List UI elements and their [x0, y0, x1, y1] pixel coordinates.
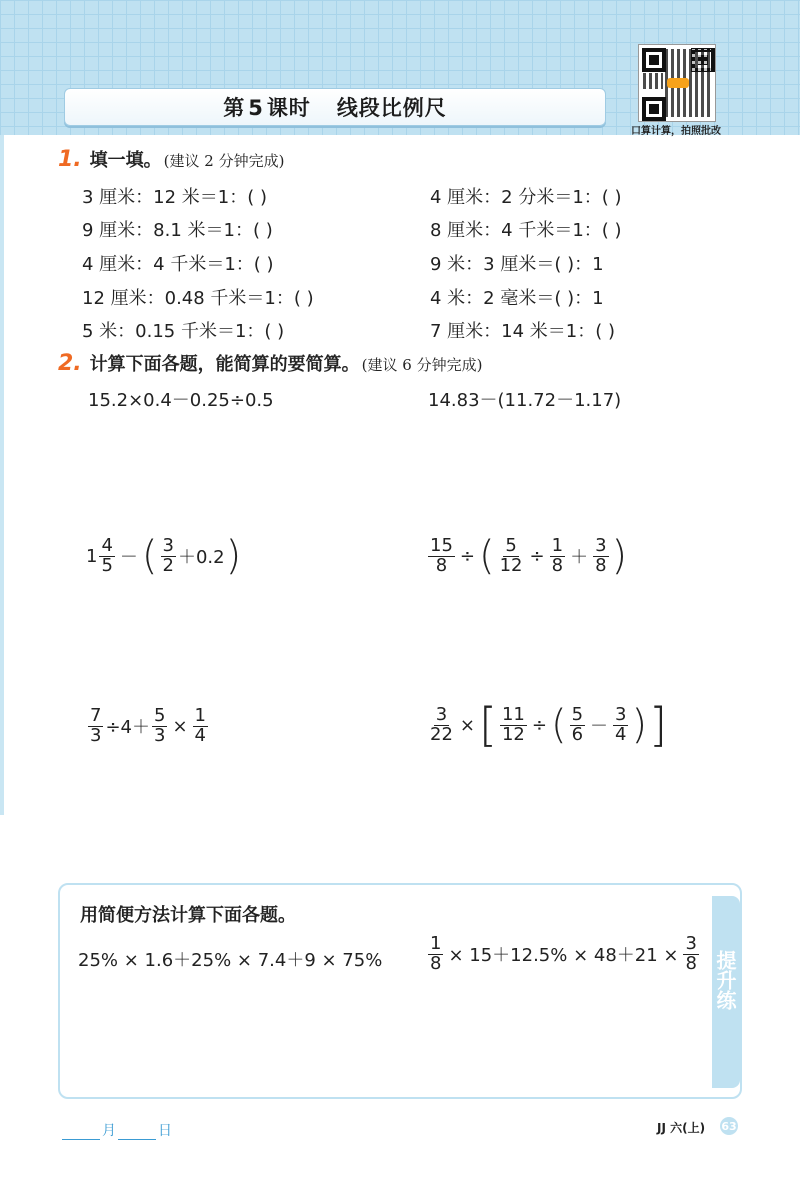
fraction — [428, 534, 455, 576]
lesson-number: 5 — [248, 96, 264, 120]
numerator: 5 — [505, 534, 517, 556]
operator: ÷ — [531, 714, 547, 736]
fill-item-1[interactable]: 3 厘米：12 米＝1：( ) — [82, 187, 268, 208]
numerator: 15 — [430, 534, 453, 556]
mixed-whole: 1 — [86, 545, 98, 567]
fraction — [193, 707, 208, 746]
numerator: 3 — [685, 933, 697, 954]
fill-item-8[interactable]: 4 米：2 毫米＝( )：1 — [430, 288, 604, 309]
fraction — [152, 707, 167, 746]
operator-mid: ÷4＋ — [105, 717, 150, 739]
fill-item-5[interactable]: 4 厘米：4 千米＝1：( ) — [82, 254, 274, 275]
numerator: 3 — [615, 703, 627, 725]
denominator: 3 — [154, 724, 166, 746]
right-paren: ) — [225, 533, 242, 579]
denominator: 8 — [685, 952, 697, 974]
extension-tab-label: 提升练 — [713, 950, 737, 1010]
fraction — [683, 935, 698, 974]
calc-expr-2: 14.83－(11.72－1.17) — [428, 390, 622, 411]
fill-item-3[interactable]: 9 厘米：8.1 米＝1：( ) — [82, 220, 273, 241]
page-edge-strip — [0, 135, 4, 815]
numerator: 1 — [194, 705, 206, 726]
numerator: 5 — [571, 703, 584, 725]
month-label: 月 — [102, 1123, 116, 1139]
lesson-title — [223, 92, 447, 122]
extension-expr-2 — [426, 935, 701, 974]
fraction — [593, 534, 608, 576]
operator: － — [119, 547, 138, 568]
section2-heading — [58, 350, 482, 376]
calc-expr-4 — [426, 533, 628, 579]
fraction — [613, 703, 628, 745]
qr-pattern-left — [643, 73, 663, 89]
right-paren: ) — [631, 702, 648, 748]
operator-tail: ＋0.2 — [177, 547, 225, 568]
fraction — [500, 703, 527, 745]
left-paren: ( — [479, 533, 495, 579]
fraction — [550, 534, 565, 576]
right-paren: ) — [611, 533, 628, 579]
fill-item-2[interactable]: 4 厘米：2 分米＝1：( ) — [430, 187, 622, 208]
denominator: 4 — [194, 724, 206, 746]
operator-mid: × 15＋12.5% × 48＋21 × — [448, 945, 679, 967]
calc-expr-1: 15.2×0.4－0.25÷0.5 — [88, 390, 274, 411]
operator: ÷ — [529, 545, 545, 567]
denominator: 8 — [551, 554, 564, 576]
fill-item-6[interactable]: 9 米：3 厘米＝( )：1 — [430, 254, 604, 275]
denominator: 2 — [162, 554, 174, 576]
day-label: 日 — [158, 1123, 172, 1139]
calc-expr-5 — [86, 707, 210, 746]
qr-finder-top-left — [642, 48, 666, 72]
left-paren: ( — [550, 702, 567, 748]
fill-item-4[interactable]: 8 厘米：4 千米＝1：( ) — [430, 220, 622, 241]
denominator: 12 — [499, 554, 523, 576]
numerator: 4 — [101, 534, 113, 556]
numerator: 11 — [501, 703, 525, 725]
left-paren: ( — [141, 533, 158, 579]
left-bracket: [ — [479, 698, 497, 752]
date-line — [60, 1120, 172, 1140]
calc-expr-3 — [86, 533, 242, 579]
denominator: 6 — [571, 723, 584, 745]
qr-code-icon[interactable] — [638, 44, 716, 122]
fraction — [428, 935, 443, 974]
fraction — [570, 703, 585, 745]
fraction — [161, 534, 176, 576]
denominator: 3 — [90, 724, 102, 746]
fraction — [498, 534, 525, 576]
section1-number: 1. — [58, 147, 82, 172]
denominator: 22 — [430, 723, 453, 745]
lesson-title-bar — [64, 88, 606, 126]
grade-badge: JJ 六(上) — [657, 1121, 706, 1135]
lesson-suffix: 课时 — [266, 96, 311, 120]
day-blank[interactable] — [118, 1125, 156, 1140]
fraction — [428, 703, 455, 745]
section2-note: (建议 6 分钟完成) — [361, 356, 483, 374]
fraction — [99, 534, 114, 576]
denominator: 8 — [435, 554, 448, 576]
month-blank[interactable] — [62, 1125, 100, 1140]
operator: ＋ — [570, 547, 589, 568]
right-bracket: ] — [649, 698, 668, 752]
numerator: 7 — [90, 705, 102, 726]
calc-expr-6 — [426, 698, 668, 752]
fill-item-10[interactable]: 7 厘米：14 米＝1：( ) — [430, 321, 616, 342]
section1-heading — [58, 146, 284, 172]
denominator: 12 — [501, 723, 525, 745]
numerator: 3 — [162, 534, 174, 556]
numerator: 3 — [595, 534, 607, 556]
section2-number: 2. — [58, 351, 82, 376]
denominator: 4 — [615, 723, 627, 745]
numerator: 5 — [154, 705, 166, 726]
operator: ÷ — [459, 545, 475, 567]
denominator: 8 — [430, 952, 442, 974]
section2-title: 计算下面各题，能简算的要简算。 — [89, 354, 360, 375]
extension-expr-1: 25% × 1.6＋25% × 7.4＋9 × 75% — [78, 950, 383, 971]
numerator: 1 — [551, 534, 564, 556]
lesson-prefix: 第 — [223, 96, 246, 120]
qr-caption: 口算计算，拍照批改 — [631, 126, 721, 137]
extension-title: 用简便方法计算下面各题。 — [80, 905, 296, 926]
operator: － — [590, 716, 609, 737]
section1-note: (建议 2 分钟完成) — [163, 152, 285, 170]
lesson-topic: 线段比例尺 — [336, 96, 447, 120]
denominator: 8 — [595, 554, 607, 576]
qr-finder-bottom-left — [642, 97, 666, 121]
numerator: 1 — [430, 933, 442, 954]
section1-title: 填一填。 — [89, 150, 162, 171]
fill-item-9[interactable]: 5 米：0.15 千米＝1：( ) — [82, 321, 285, 342]
fraction — [88, 707, 103, 746]
qr-logo-icon — [667, 78, 689, 88]
denominator: 5 — [101, 554, 113, 576]
operator: × — [459, 714, 475, 736]
fill-item-7[interactable]: 12 厘米：0.48 千米＝1：( ) — [82, 288, 314, 309]
page-number: 63 — [720, 1117, 738, 1135]
operator: × — [172, 715, 188, 737]
numerator: 3 — [435, 703, 448, 725]
